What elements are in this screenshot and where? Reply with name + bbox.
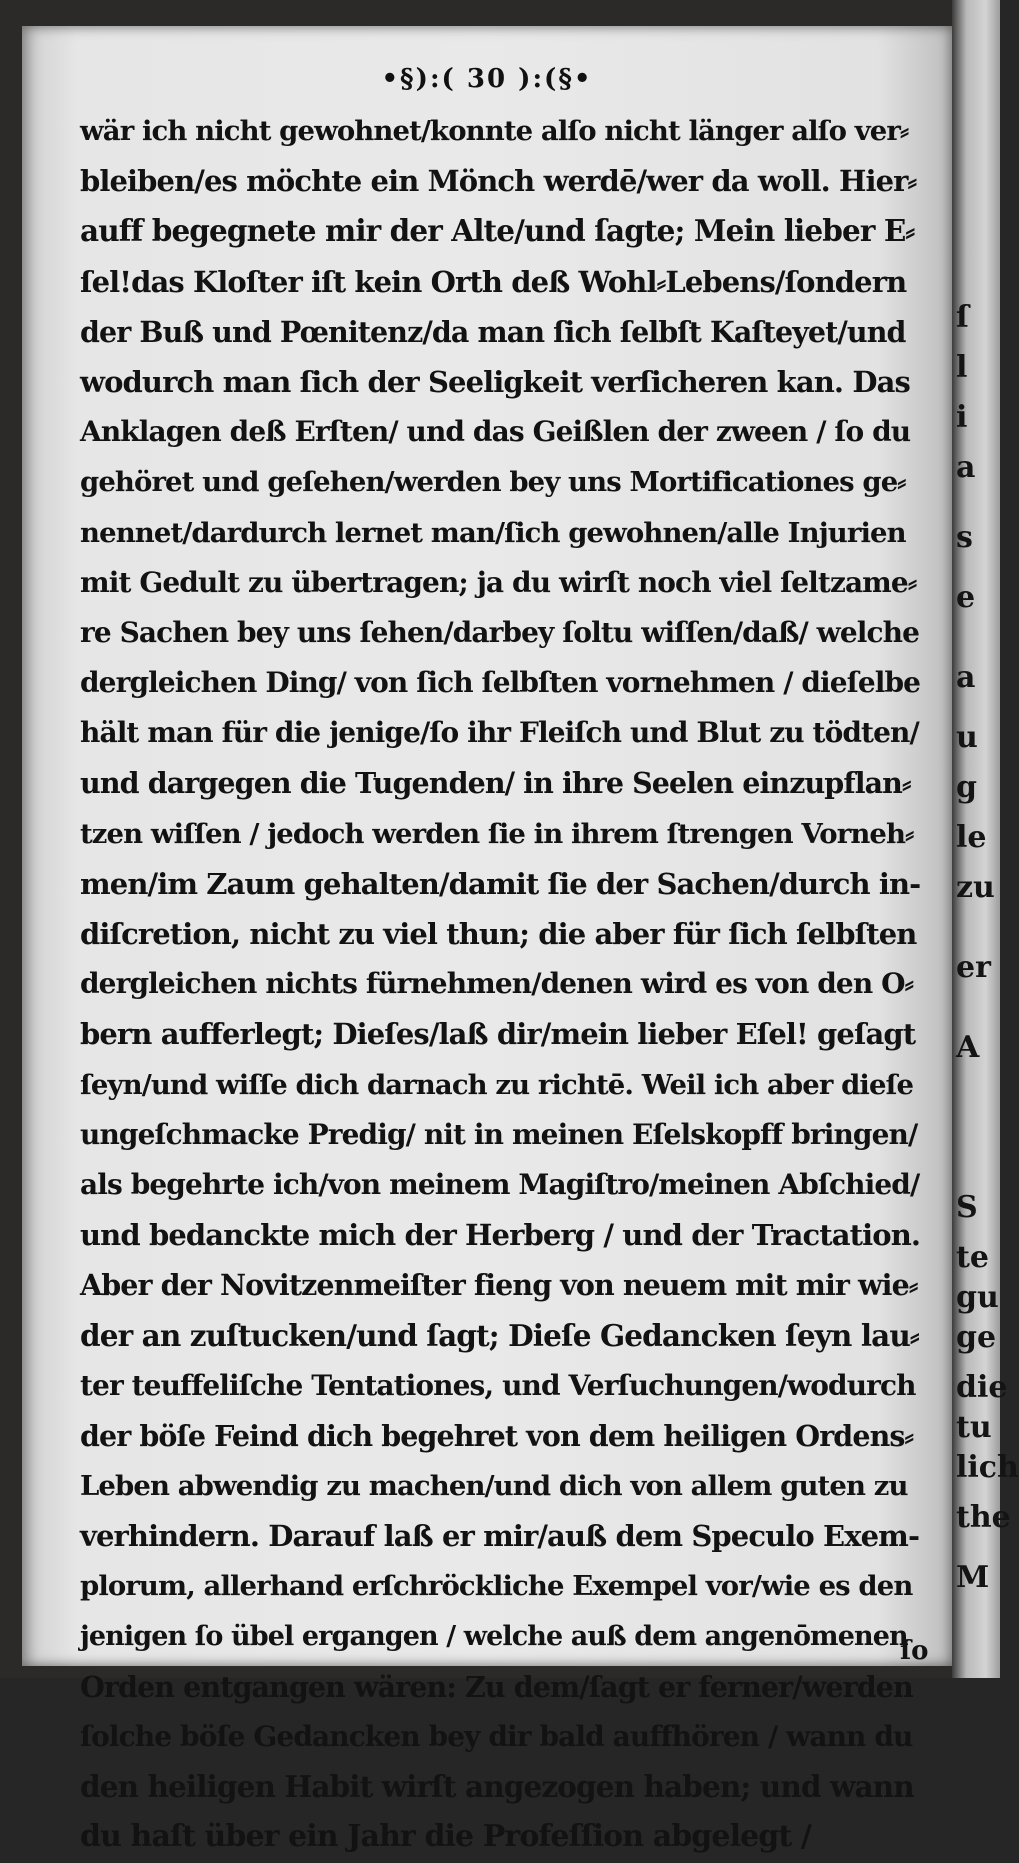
text-line: hält man für die jenige/ſo ihr Fleiſch und Blut zu tödten/ bbox=[80, 716, 919, 750]
adjacent-text-fragment: zu bbox=[956, 870, 995, 905]
text-line: bern aufferlegt; Dieſes/laß dir/mein lieber Eſel! geſagt bbox=[80, 1017, 916, 1052]
body-text bbox=[80, 106, 920, 1863]
book-page bbox=[22, 26, 952, 1855]
adjacent-text-fragment: lich bbox=[956, 1450, 1019, 1485]
adjacent-text-fragment: le bbox=[956, 820, 987, 855]
adjacent-text-fragment: die bbox=[956, 1370, 1008, 1405]
text-line: plorum, allerhand erſchröckliche Exempel vor/wie es den bbox=[80, 1570, 913, 1603]
page-header: •§):( 30 ):(§• bbox=[381, 64, 593, 94]
text-line: der böſe Feind dich begehret von dem heiligen Ordens⸗ bbox=[80, 1418, 914, 1453]
text-line: ſeyn/und wiſſe dich darnach zu richtē. Weil ich aber dieſe bbox=[80, 1068, 914, 1101]
text-line: der Buß und Pœnitenz/da man ſich ſelbſt Kaſteyet/und bbox=[80, 314, 906, 349]
adjacent-text-fragment: l bbox=[956, 350, 968, 385]
text-line: men/im Zaum gehalten/damit ſie der Sachen/durch in- bbox=[80, 866, 921, 901]
text-line: du haſt über ein Jahr die Profeſſion abgelegt / bbox=[80, 1819, 811, 1855]
adjacent-text-fragment: er bbox=[956, 950, 991, 985]
adjacent-text-fragment: i bbox=[956, 400, 968, 435]
adjacent-text-fragment: ſ bbox=[956, 300, 969, 335]
text-line: ſolche böſe Gedancken bey dir bald auffhören / wann du bbox=[80, 1720, 913, 1753]
text-line: als begehrte ich/von meinem Magiſtro/meinen Abſchied/ bbox=[80, 1167, 920, 1201]
text-line: tzen wiſſen / jedoch werden ſie in ihrem ſtrengen Vorneh⸗ bbox=[80, 817, 914, 850]
adjacent-text-fragment: e bbox=[956, 580, 976, 615]
adjacent-text-fragment: A bbox=[956, 1030, 980, 1065]
text-line: Leben abwendig zu machen/und dich von allem guten zu bbox=[80, 1470, 908, 1503]
text-line: mit Gedult zu übertragen; ja du wirſt noch viel ſeltzame⸗ bbox=[80, 565, 917, 599]
text-line: bleiben/es möchte ein Mönch werdē/wer da woll. Hier⸗ bbox=[80, 164, 917, 199]
adjacent-text-fragment: u bbox=[956, 720, 978, 755]
adjacent-text-fragment: the bbox=[956, 1500, 1011, 1535]
adjacent-text-fragment: a bbox=[956, 660, 976, 695]
text-line: und bedanckte mich der Herberg / und der Tractation. bbox=[80, 1218, 921, 1253]
text-line: dergleichen Ding/ von ſich ſelbſten vornehmen / dieſelbe bbox=[80, 666, 921, 700]
text-line: Aber der Novitzenmeiſter fieng von neuem mit mir wie⸗ bbox=[80, 1268, 918, 1303]
text-line: Orden entgangen wären: Zu dem/ſagt er ferner/werden bbox=[80, 1669, 913, 1704]
adjacent-text-fragment: S bbox=[956, 1190, 978, 1225]
adjacent-page-edge bbox=[952, 0, 1019, 1678]
adjacent-text-fragment: gu bbox=[956, 1280, 999, 1315]
text-line: re Sachen bey uns ſehen/darbey ſoltu wiſſen/daß/ welche bbox=[80, 615, 920, 649]
text-line: und dargegen die Tugenden/ in ihre Seelen einzupflan⸗ bbox=[80, 766, 911, 801]
text-line: ſel!das Kloſter iſt kein Orth deß Wohl⸗Lebens/ſondern bbox=[80, 264, 907, 299]
text-line: wär ich nicht gewohnet/konnte alſo nicht länger alſo ver⸗ bbox=[80, 115, 909, 147]
text-line: nennet/dardurch lernet man/ſich gewohnen/alle Injurien bbox=[80, 516, 906, 549]
adjacent-text-fragment: tu bbox=[956, 1410, 992, 1445]
text-line: Anklagen deß Erſten/ und das Geißlen der zween / ſo du bbox=[80, 415, 911, 449]
adjacent-text-fragment: M bbox=[956, 1560, 990, 1595]
adjacent-text-fragment: ge bbox=[956, 1320, 997, 1355]
text-line: auff begegnete mir der Alte/und ſagte; Mein lieber E⸗ bbox=[80, 213, 915, 249]
adjacent-text-fragment: a bbox=[956, 450, 976, 485]
text-line: jenigen ſo übel ergangen / welche auß dem angenōmenen bbox=[80, 1620, 908, 1652]
text-line: ter teuffeliſche Tentationes, und Verſuchungen/wodurch bbox=[80, 1368, 916, 1402]
text-line: diſcretion, nicht zu viel thun; die aber für ſich ſelbſten bbox=[80, 917, 917, 951]
adjacent-text-fragment: te bbox=[956, 1240, 989, 1275]
catchword: ſo bbox=[900, 1636, 929, 1666]
text-line: dergleichen nichts fürnehmen/denen wird es von den O⸗ bbox=[80, 967, 914, 1001]
text-line: den heiligen Habit wirſt angezogen haben; und wann bbox=[80, 1769, 914, 1805]
text-line: gehöret und geſehen/werden bey uns Mortificationes ge⸗ bbox=[80, 466, 906, 499]
text-line: wodurch man ſich der Seeligkeit verſicheren kan. Das bbox=[80, 364, 910, 399]
text-line: verhindern. Darauf laß er mir/auß dem Speculo Exem- bbox=[80, 1519, 920, 1554]
adjacent-text-fragment: s bbox=[956, 520, 973, 555]
text-line: der an zuſtucken/und ſagt; Dieſe Gedancken ſeyn lau⸗ bbox=[80, 1317, 919, 1353]
text-line: ungeſchmacke Predig/ nit in meinen Eſelskopff bringen/ bbox=[80, 1117, 918, 1151]
adjacent-text-fragment: g bbox=[956, 770, 977, 805]
